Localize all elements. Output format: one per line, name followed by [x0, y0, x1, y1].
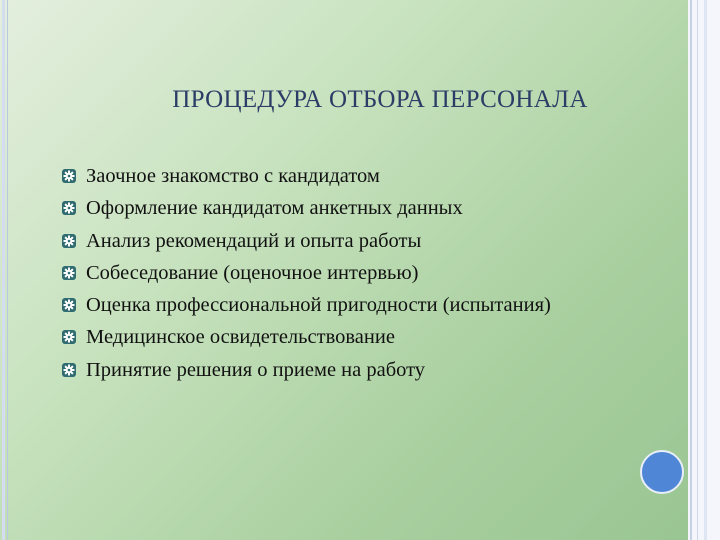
gear-icon	[62, 234, 76, 248]
list-item-text: Собеседование (оценочное интервью)	[86, 261, 419, 284]
list-item	[62, 321, 551, 353]
gear-icon	[62, 266, 76, 280]
list-item	[62, 257, 551, 289]
gear-icon	[62, 298, 76, 312]
list-item-text: Принятие решения о приеме на работу	[86, 358, 426, 381]
list-item-text: Оценка профессиональной пригодности (испытания)	[86, 294, 551, 317]
gear-icon	[62, 363, 76, 377]
left-border-line	[2, 0, 5, 540]
list-item-text: Анализ рекомендаций и опыта работы	[86, 229, 422, 252]
list-item	[62, 225, 551, 257]
right-border-line-thin	[697, 0, 698, 540]
right-border-line	[690, 0, 692, 540]
list-item	[62, 192, 551, 224]
slide-title: ПРОЦЕДУРА ОТБОРА ПЕРСОНАЛА	[172, 86, 588, 113]
gear-icon	[62, 169, 76, 183]
list-item	[62, 354, 551, 386]
gear-icon	[62, 330, 76, 344]
decorative-circle	[640, 450, 684, 494]
list-item	[62, 160, 551, 192]
right-border-line-outer	[704, 0, 707, 540]
bullet-list	[62, 160, 551, 386]
list-item-text: Оформление кандидатом анкетных данных	[86, 197, 463, 220]
list-item	[62, 289, 551, 321]
gear-icon	[62, 201, 76, 215]
list-item-text: Заочное знакомство с кандидатом	[86, 165, 380, 187]
left-border-line-thin	[7, 0, 8, 540]
list-item-text: Медицинское освидетельствование	[86, 326, 395, 349]
